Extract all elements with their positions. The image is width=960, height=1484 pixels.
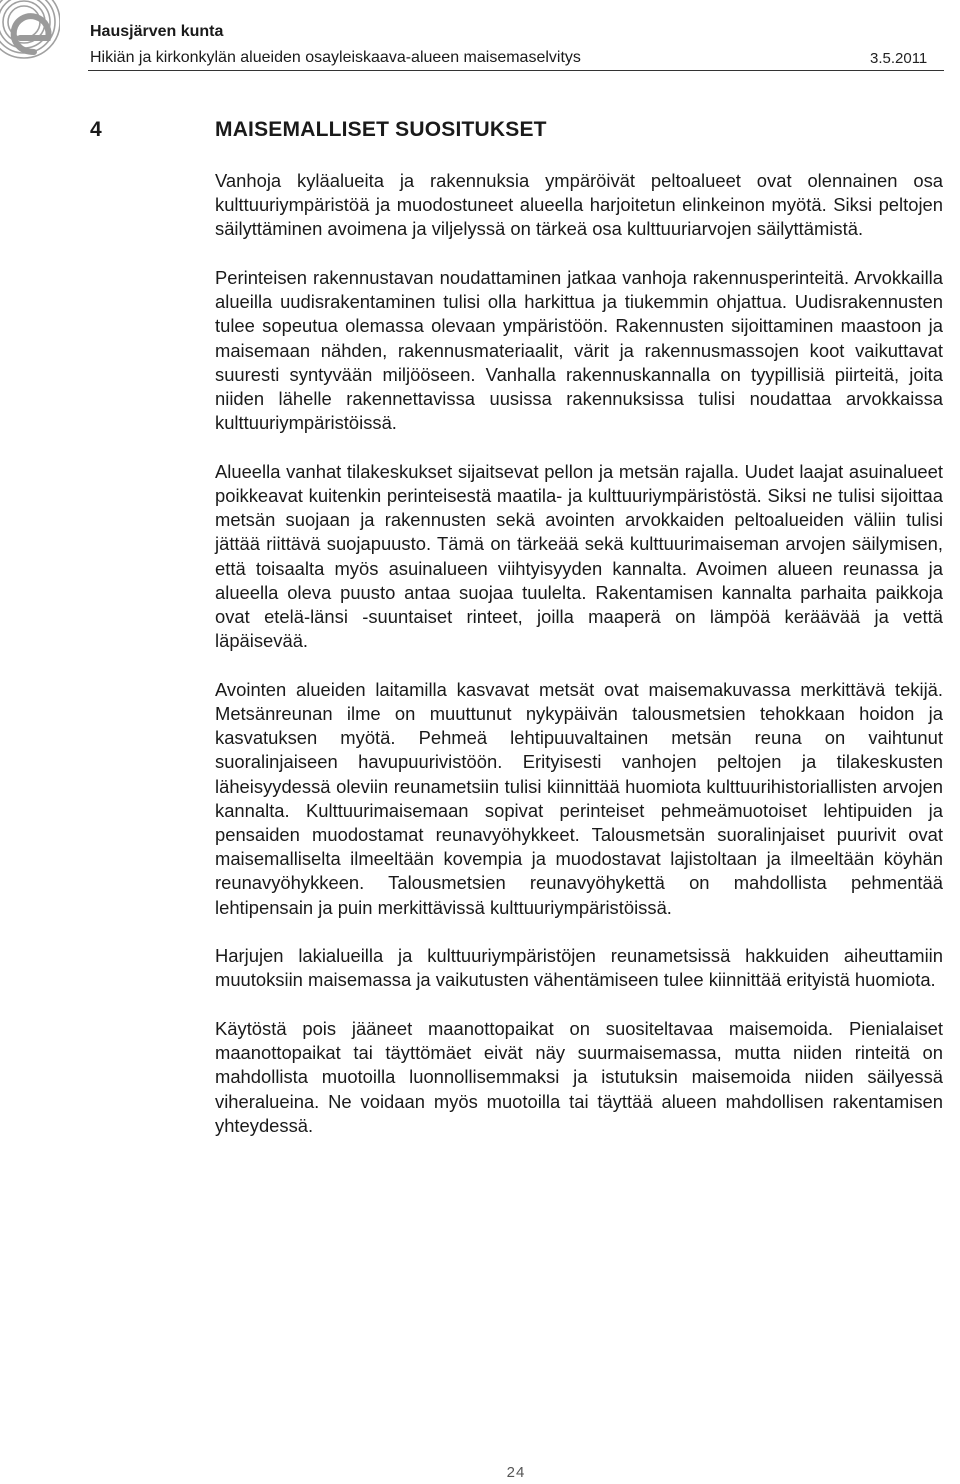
section-title: MAISEMALLISET SUOSITUKSET — [215, 118, 547, 141]
paragraph: Käytöstä pois jääneet maanottopaikat on suositeltavaa maisemoida. Pienialaiset maanottopaikat tai täyttömäet eivät näy suurmaisemassa, mutta niiden rinteitä on mahdollista muotoilla luonnollisemmaksi ja istutuksin maisemoida niiden säilyessä viheralueina. Ne voidaan myös muotoilla tai täyttää alueen mahdollisen rakentamisen yhteydessä. — [215, 1018, 943, 1136]
header-organization: Hausjärven kunta — [90, 23, 224, 40]
header-document-title: Hikiän ja kirkonkylän alueiden osayleiskaava-alueen maisemaselvitys — [90, 49, 581, 66]
header-date: 3.5.2011 — [870, 50, 928, 67]
body-text — [215, 169, 943, 1162]
paragraph: Vanhoja kyläalueita ja rakennuksia ympäröivät peltoalueet ovat olennainen osa kulttuuriympäristöä ja muodostuneet alueella harjoitetun elinkeinon myötä. Siksi peltojen säilyttäminen avoimena ja viljelyssä on tärkeä osa kulttuuriarvojen säilyttämistä. — [215, 170, 943, 240]
municipality-logo-icon — [0, 0, 60, 60]
paragraph: Alueella vanhat tilakeskukset sijaitsevat pellon ja metsän rajalla. Uudet laajat asuinalueet poikkeavat kuitenkin perinteisestä maatila- ja kulttuuriympäristöstä. Siksi ne tulisi sijoittaa metsän suojaan ja rakennusten sekä avointen arvokkaiden peltoalueiden väliin tulisi jättää riittävä suojapuusto. Tämä on tärkeää sekä kulttuurimaiseman arvojen säilymisen, että toisaalta myös asuinalueen viihtyisyyden kannalta. Avoimen alueen reunassa ja alueella oleva puusto antaa suojaa tuulelta. Rakentamisen kannalta parhaita paikkoja ovat etelä-länsi -suuntaiset rinteet, joilla maaperä on lämpöä keräävää ja vettä läpäisevää. — [215, 460, 943, 652]
page-number: 24 — [506, 1464, 526, 1481]
paragraph: Harjujen lakialueilla ja kulttuuriympäristöjen reunametsissä hakkuiden aiheuttamiin muutoksiin maisemassa ja vaikutusten vähentämiseen tulee kiinnittää erityistä huomiota. — [215, 945, 943, 991]
section-number: 4 — [90, 118, 102, 141]
paragraph: Avointen alueiden laitamilla kasvavat metsät ovat maisemakuvassa merkittävä tekijä. Metsänreunan ilme on muuttunut nykypäivän talousmetsien tehokkaan hoidon ja kasvatuksen myötä. Pehmeä lehtipuuvaltainen metsän reuna on vaihtunut suoralinjaiseen havupuurivistöön. Erityisesti vanhojen peltojen ja tilakeskusten läheisyydessä oleviin reunametsiin tulisi kiinnittää huomiota kulttuurihistoriallisten arvojen kannalta. Kulttuurimaisemaan sopivat perinteiset pehmeämuotoiset lehtipuiden ja pensaiden muodostamat reunavyöhykkeet. Talousmetsän suoralinjaiset puurivit ovat maisemalliselta ilmeeltään kovempia ja muodostavat lajistoltaan ja ilmeeltään köyhän reunavyöhykkeen. Talousmetsien reunavyöhykettä on mahdollista pehmentää lehtipensain ja puin merkittävissä kulttuuriympäristöissä. — [215, 678, 943, 918]
header-divider — [88, 70, 944, 71]
paragraph: Perinteisen rakennustavan noudattaminen jatkaa vanhoja rakennusperinteitä. Arvokkailla alueilla uudisrakentaminen tulisi olla harkittua ja tiukemmin ohjattua. Uudisrakennusten tulee sopeutua olemassa olevaan ympäristöön. Rakennusten sijoittaminen maastoon ja maisemaan nähden, rakennusmateriaalit, värit ja rakennusmassojen koot vaikuttavat suuresti syntyvään miljööseen. Vanhalla rakennuskannalla on tyypillisiä piirteitä, joita niiden lähelle rakennettavissa uusissa rakennuksissa tulisi noudattaa arvokkaissa kulttuuriympäristöissä. — [215, 267, 943, 434]
